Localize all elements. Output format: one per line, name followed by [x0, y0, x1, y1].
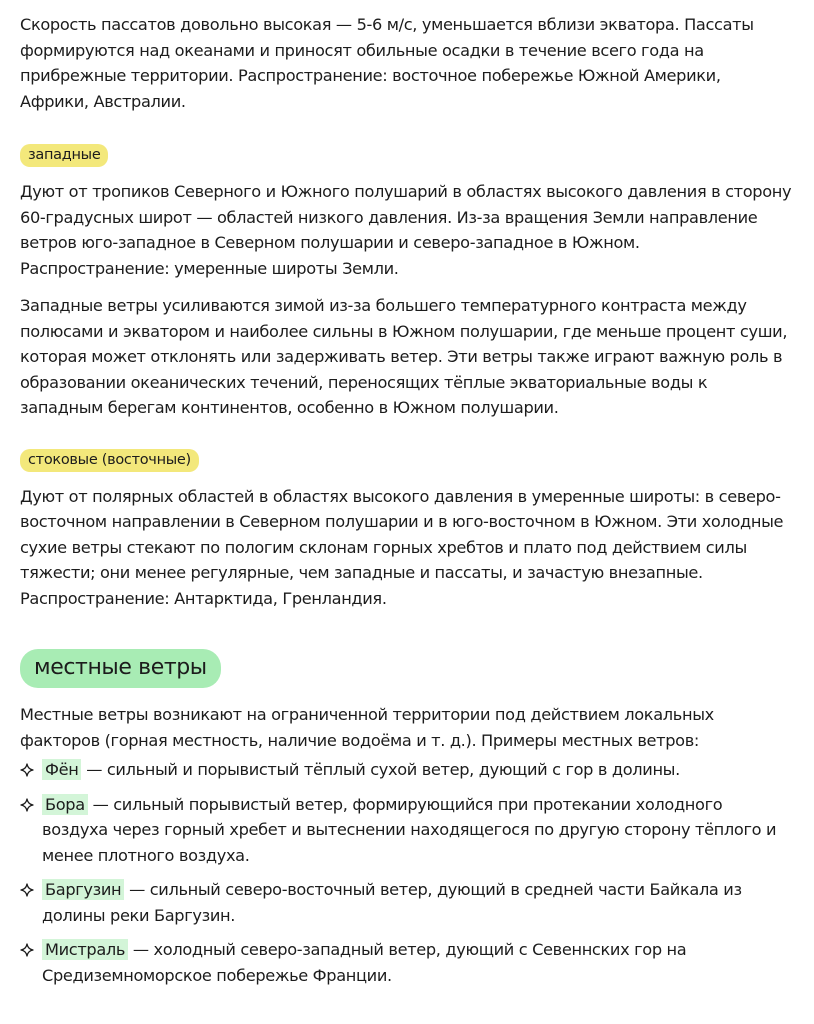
wind-term: Мистраль	[42, 939, 128, 960]
four-point-star-outline-icon	[20, 798, 34, 812]
wind-description: — сильный порывистый ветер, формирующийся при протекании холодного воздуха через горный хребет и вытеснении находящегося по другую сторону тёплого и менее плотного воздуха.	[42, 794, 777, 865]
trade-winds-paragraph: Скорость пассатов довольно высокая — 5-6 м/с, уменьшается вблизи экватора. Пассаты формируются над океанами и приносят обильные осадки в течение всего года на прибрежные территории. Распространение: восточное побережье Южной Америки, Африки, Австралии.	[20, 15, 754, 111]
local-winds-heading: местные ветры	[20, 649, 221, 688]
westerlies-tag: западные	[20, 144, 108, 167]
katabatic-paragraph: Дуют от полярных областей в областях высокого давления в умеренные широты: в северо-восточном направлении в Северном полушарии и в юго-восточном в Южном. Эти холодные сухие ветры стекают по пологим склонам горных хребтов и плато под действием силы тяжести; они менее регулярные, чем западные и пассаты, и зачастую внезапные. Распространение: Антарктида, Гренландия.	[20, 486, 784, 608]
wind-description: — сильный и порывистый тёплый сухой ветер, дующий с гор в долины.	[81, 760, 680, 779]
local-winds-list	[20, 757, 792, 988]
wind-description: — сильный северо-восточный ветер, дующий в средней части Байкала из долины реки Баргузин.	[42, 880, 742, 925]
katabatic-tag: стоковые (восточные)	[20, 449, 199, 472]
list-item-mistral	[20, 937, 792, 988]
wind-term: Баргузин	[42, 879, 124, 900]
local-winds-section	[20, 649, 792, 988]
wind-term: Фён	[42, 759, 81, 780]
four-point-star-outline-icon	[20, 943, 34, 957]
list-item-foehn	[20, 757, 792, 783]
wind-term: Бора	[42, 794, 88, 815]
four-point-star-outline-icon	[20, 883, 34, 897]
westerlies-paragraph-2: Западные ветры усиливаются зимой из-за большего температурного контраста между полюсами и экватором и наиболее сильны в Южном полушарии, где меньше процент суши, которая может отклонять или задерживать ветер. Эти ветры также играют важную роль в образовании океанических течений, переносящих тёплые экваториальные воды к западным берегам континентов, особенно в Южном полушарии.	[20, 296, 788, 417]
wind-description: — холодный северо-западный ветер, дующий с Севеннских гор на Средиземноморское побережье Франции.	[42, 940, 687, 985]
list-item-barguzin	[20, 877, 792, 928]
four-point-star-outline-icon	[20, 763, 34, 777]
westerlies-paragraph-1: Дуют от тропиков Северного и Южного полушарий в областях высокого давления в сторону 60-градусных широт — областей низкого давления. Из-за вращения Земли направление ветров юго-западное в Северном полушарии и северо-западное в Южном. Распространение: умеренные широты Земли.	[20, 182, 792, 278]
list-item-bora	[20, 792, 792, 869]
local-winds-intro: Местные ветры возникают на ограниченной территории под действием локальных факторов (горная местность, наличие водоёма и т. д.). Примеры местных ветров:	[20, 705, 714, 750]
